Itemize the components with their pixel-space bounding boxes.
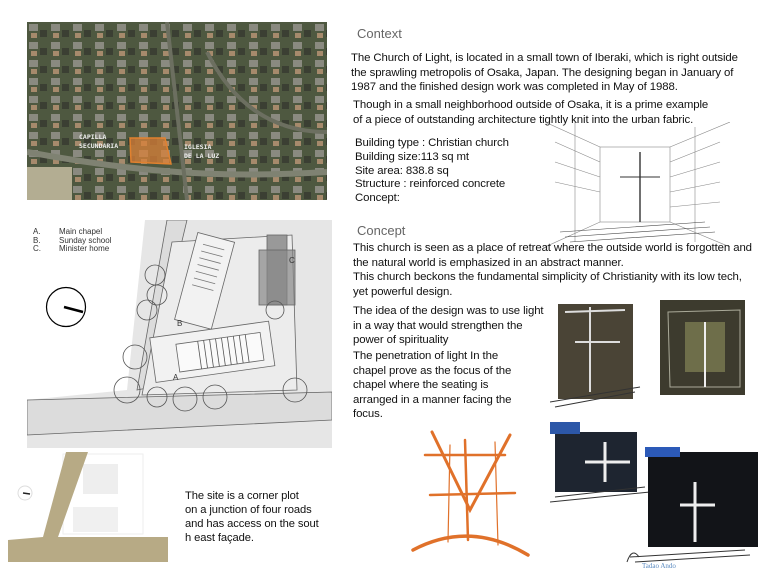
context-paragraph-1 <box>351 51 738 95</box>
concept-paragraph-1 <box>353 241 752 299</box>
concept-heading: Concept <box>357 223 406 238</box>
building-facts <box>355 137 509 206</box>
text-line: and has access on the sout <box>185 518 319 530</box>
concept-paragraph-2 <box>353 304 544 348</box>
legend-label: Minister home <box>59 244 110 253</box>
text-line: chapel where the seating is <box>353 379 489 391</box>
site-highlight <box>130 138 171 164</box>
plan-label-a: A <box>173 373 179 382</box>
fact-building-type: Building type : Christian church <box>355 137 509 149</box>
sketch-credit: Tadao Ando <box>642 562 676 570</box>
text-line: The site is a corner plot <box>185 490 299 502</box>
fact-site-area: Site area: 838.8 sq <box>355 164 449 177</box>
text-line: h east façade. <box>185 532 254 544</box>
text-line: on a junction of four roads <box>185 504 312 516</box>
chapel-light-sketches <box>550 292 765 572</box>
aerial-photo <box>27 22 327 200</box>
orange-cross-sketch <box>410 430 530 558</box>
text-line: of a piece of outstanding architecture tightly knit into the urban fabric. <box>353 113 694 126</box>
legend-label: Main chapel <box>59 227 103 236</box>
legend-key: A. <box>33 227 41 236</box>
text-line: in a way that would strengthen the <box>353 319 523 332</box>
text-line: focus. <box>353 408 383 420</box>
text-line: chapel prove as the focus of the <box>353 364 512 377</box>
plan-label-b: B <box>177 319 183 328</box>
site-junction-diagram <box>8 452 168 562</box>
label-secundaria: SECUNDARIA <box>79 142 119 150</box>
text-line: 1987 and the finished design work was completed in May of 1988. <box>351 81 678 93</box>
text-line: The idea of the design was to use light <box>353 305 544 317</box>
legend-key: C. <box>33 244 41 253</box>
text-line: arranged in a manner facing the <box>353 393 512 406</box>
text-line: This church is seen as a place of retreat where the outside world is forgotten and <box>353 242 752 254</box>
fact-concept: Concept: <box>355 192 400 205</box>
text-line: the sprawling metropolis of Osaka, Japan. The designing began in January of <box>351 66 734 79</box>
text-line: Though in a small neighborhood outside of Osaka, it is a prime example <box>353 99 709 111</box>
label-de-la-luz: DE LA LUZ <box>184 152 220 160</box>
text-line: yet powerful design. <box>353 285 453 298</box>
legend-label: Sunday school <box>59 235 112 245</box>
fact-structure: Structure : reinforced concrete <box>355 178 506 191</box>
concept-paragraph-3 <box>353 349 511 422</box>
interior-perspective-sketch <box>545 122 730 247</box>
text-line: This church beckons the fundamental simplicity of Christianity with its low tech, <box>353 271 742 283</box>
site-plan <box>27 220 332 448</box>
label-iglesia: IGLESIA <box>184 143 212 151</box>
text-line: The penetration of light In the <box>353 350 499 362</box>
text-line: The Church of Light, is located in a small town of Iberaki, which is right outside <box>351 52 738 64</box>
text-line: the natural world is emphasized in an abstract manner. <box>353 256 624 269</box>
site-description <box>185 489 319 545</box>
plan-label-c: C <box>289 256 295 265</box>
aerial-map-graphic <box>27 22 327 200</box>
legend-key: B. <box>33 235 41 245</box>
north-arrow-icon <box>45 286 87 328</box>
context-heading: Context <box>357 26 402 41</box>
text-line: power of spirituality <box>353 334 449 346</box>
label-capilla: CAPILLA <box>79 133 107 141</box>
fact-building-size: Building size:113 sq mt <box>355 150 469 163</box>
